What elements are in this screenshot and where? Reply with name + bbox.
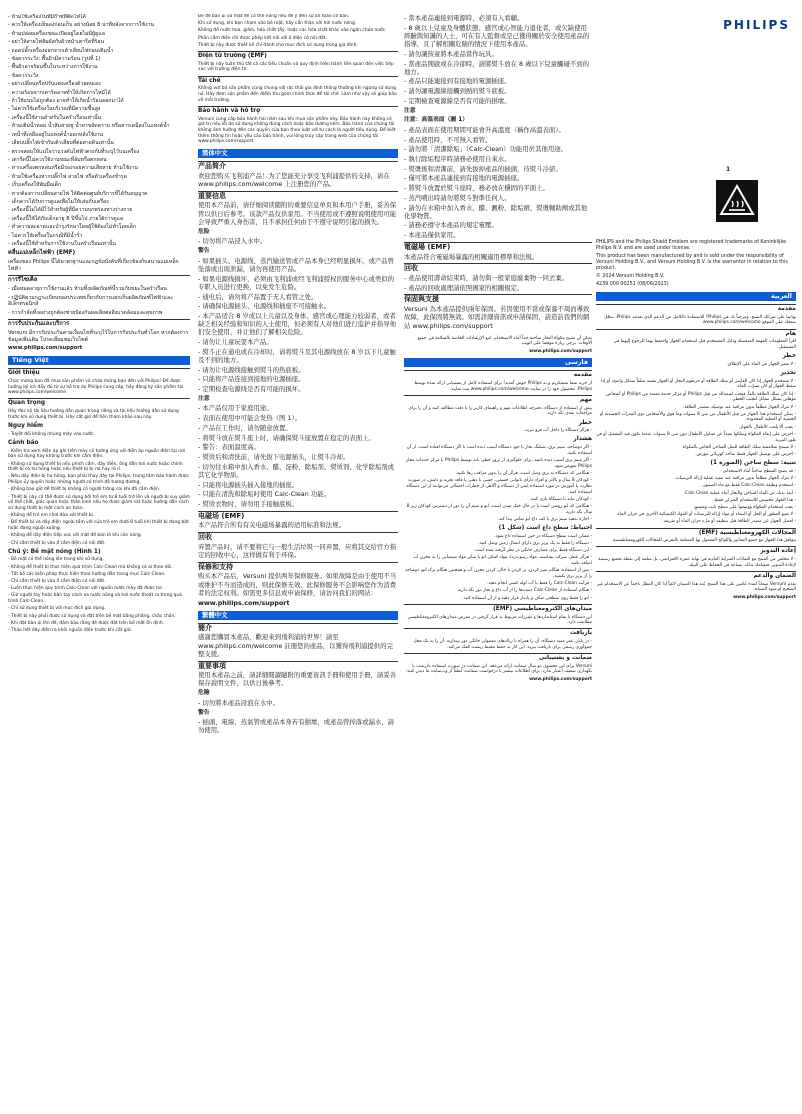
language-band-farsi: فارسی — [404, 358, 592, 367]
list-item: - Bề mặt có thể nóng lên trong khi sử dụng. — [8, 557, 104, 563]
thai-recycling-list — [8, 286, 190, 317]
list-item: - ถอดปลั๊กเครื่องออกจากเต้าเสียบไฟก่อนเติมน้ำ — [8, 47, 114, 54]
list-item: - เก็บเครื่องให้พ้นมือเด็ก — [8, 182, 62, 189]
zh-recycle-heading: 回收 — [198, 532, 398, 541]
tw-caution-list — [404, 126, 592, 239]
list-item: - أبعد يديك عن الماء الساخن والبخار أثناء عملية Calc-Clean. — [683, 490, 796, 496]
list-item: - Chỉ cắm thiết bị vào ổ cắm điện có nối đất. — [8, 540, 106, 546]
language-band-traditional-chinese: 繁體中文 — [198, 611, 398, 620]
zh-emf-heading: 电磁场 (EMF) — [198, 511, 398, 520]
list-item: - 如果电源线损坏，必须由飞利浦或经飞利浦授权的服务中心或类似的专职人员进行更换，以免发生危险。 — [198, 274, 395, 291]
zh-caution-list — [198, 404, 398, 508]
list-item: - Không để trẻ em chơi đùa với thiết bị. — [8, 513, 95, 519]
list-item: - ممکن است سطح دستگاه در حین استفاده داغ شود. — [494, 533, 592, 539]
fa-danger-heading: خطر — [578, 419, 592, 426]
list-item: - لا تستخدم الجهاز إذا كان القابس أو سلك الطاقة أو خرطوم البخار أو الجهاز نفسه متلفاً بشكل واضح، أو إذا سقط الجهاز أو كان يسرّب الماء. — [601, 378, 796, 390]
list-item: - Không bao giờ để thiết bị không có người trông coi khi đã cắm điện. — [8, 487, 161, 493]
list-item: - เครื่องนี้ใช้ได้กับเด็กอายุ 8 ปีขึ้นไป ภายใต้การดูแล — [8, 215, 124, 222]
vn-caution-list — [8, 557, 190, 633]
list-item: - Nếu dây điện bị hư hỏng, bạn phải thay dây tại Philips, trung tâm bảo hành được Philips ủy quyền hoặc những người có trình độ tương đương. — [8, 474, 189, 486]
vn-warranty-heading: Bảo hành và hỗ trợ — [198, 106, 398, 115]
list-item: - เมื่อหมดอายุการใช้งานแล้ว ห้ามทิ้งผลิตภัณฑ์นี้รวมกับขยะในครัวเรือน — [8, 286, 167, 293]
thai-warranty-text: Versuni มีการรับประกันตามเงื่อนไขที่ระบุไว้ในการรับประกันทั่วโลก หากต้องการข้อมูลเพิ่มเติม โปรดเยี่ยมชมเว็บไซต์ — [8, 329, 189, 343]
list-item: - احرص على إبقاء المكواة وسلكها بعيداً عن متناول الأطفال دون سن 8 سنوات عندما تكون قيد التشغيل أو في طور التبريد. — [596, 431, 796, 443]
list-item: - Chỉ sử dụng thiết bị với mục đích gia dụng. — [8, 606, 106, 612]
column-thai-vietnamese — [8, 14, 190, 1106]
list-item: - اتو را فقط روی سطحی صاف و پایدار قرار دهید و از آن استفاده کنید. — [462, 595, 592, 601]
list-item: - هنگامی که دستگاه به برق وصل است، هرگز آن را بدون مراقب رها نکنید. — [455, 470, 592, 476]
list-item: - 熨斗正在通电或在冷却时，请将熨斗及其电源线放在 8 岁以下儿童触及不到的地方。 — [198, 347, 396, 364]
fa-recycle-heading: بازیافت — [404, 628, 592, 637]
list-item: 4239 000 00251 (08/06/2023) — [596, 281, 669, 287]
list-item: Bề đế bàn ủi và mặt để có thể nóng nếu để ý đến sự an toàn cơ bản. — [198, 14, 350, 19]
zh-important-heading: 重要信息 — [198, 191, 398, 200]
list-item: - 請勿在水箱中加入香水、醋、澱粉、除垢劑、熨燙輔助劑或其他化學物質。 — [404, 203, 588, 220]
arabic-section — [596, 304, 796, 600]
column-vietnamese-chinese — [198, 14, 398, 1106]
list-item: - Tháo hết dây điện ra khỏi nguồn điện trước khi cất giữ. — [8, 627, 132, 633]
list-item: - Để thiết bị và dây điện ngoài tầm với của trẻ em dưới 8 tuổi khi thiết bị đang bật hoặc đang nguội xuống. — [8, 520, 189, 532]
list-item: - 產品使用時，不可無人看管。 — [404, 135, 492, 144]
list-item: - 本产品仅用于家庭用途。 — [198, 404, 273, 413]
list-item: - هذا الجهاز مخصص للاستخدام المنزلي فقط. — [713, 497, 796, 503]
list-item: - 產品使用壽命結束時，請勿與一般家庭廢棄物一同丟棄。 — [404, 273, 569, 282]
vn-recycle-text: Không vứt bỏ sản phẩm cùng chung với rác thải gia đình thông thường khi ngừng sử dụng nó. Hãy đem sản phẩm đến điểm thu gom chính thức để tái chế. Làm như vậy sẽ giúp bảo vệ môi trường. — [198, 86, 397, 103]
list-item: - 請務必遵守本產品的規定電壓。 — [404, 221, 498, 230]
ar-important-text: اقرأ المعلومات المهمة المنفصلة ودليل المستخدم قبل استخدام الجهاز واحتفظ بهما للرجوع إليهما في المستقبل. — [613, 339, 796, 350]
list-item: - ห้ามใช้เครื่องหากปลั๊กไฟ สายไฟ หรือตัวเครื่องชำรุด — [8, 173, 127, 180]
fa-emf-heading: میدان‌های الکترومغناطیسی (EMF) — [404, 604, 592, 613]
list-item: - 當產品開啟或在冷卻時，請將熨斗放在 8 歲以下兒童觸碰不到的地方。 — [404, 59, 590, 76]
vn-intro-heading: Giới thiệu — [8, 368, 190, 377]
list-item: © 2024 Versuni Holding B.V. — [596, 274, 665, 280]
list-item: - کودکان نباید با دستگاه بازی کنند. — [529, 496, 592, 502]
list-item: - 定期检查电源线是否有可能的损坏。 — [198, 385, 305, 394]
zh-danger-heading: 危险 — [198, 228, 210, 235]
list-item: - 熨烫衣物时，请勿用手接触底板。 — [198, 499, 299, 508]
fa-recycle-text: - در پایان عمر مفید دستگاه، آن را همراه با زباله‌های معمولی خانگی دور نیندازید. آن را به یک محل جمع‌آوری رسمی برای بازیافت ببرید. این کار به حفظ محیط زیست کمک می‌کند. — [413, 639, 592, 650]
list-item: - 切勿往水箱中加入香水、醋、淀粉、除垢剂、熨烫剂、化学除垢剂或其它化学物质。 — [198, 462, 395, 479]
list-item: - อย่าให้สายไฟสัมผัสกับผิวหน้าเตารีดที่ร้อน — [8, 39, 105, 46]
tw-warning-heading: 警告 — [198, 709, 210, 716]
tw-recycle-heading: 回收 — [404, 263, 592, 272]
ar-caution-list — [596, 469, 796, 525]
list-item: - เครื่องนี้ไม่ได้มีไว้สำหรับผู้ที่มีความบกพร่องทางร่างกาย — [8, 207, 133, 214]
list-item: - قد يصبح السطح ساخناً أثناء الاستخدام. — [722, 468, 796, 474]
list-item: - เครื่องนี้ใช้สำหรับการใช้งานในครัวเรือนเท่านั้น — [8, 240, 116, 247]
list-item: - 熨烫后和清洗前，请先拔下电源插头，让熨斗冷却。 — [198, 452, 350, 461]
list-item: - 请勿让儿童玩耍本产品。 — [198, 338, 273, 347]
tw-warranty-heading: 保固與支援 — [404, 294, 592, 303]
tw-emf-heading: 電磁場 (EMF) — [404, 242, 592, 251]
list-item: - ห้ามปล่อยเครื่องขณะเปิดอยู่โดยไม่มีผู้ดูแล — [8, 30, 105, 37]
vn-continued-list — [198, 14, 398, 49]
list-item: - ทำความสะอาดและบำรุงรักษาโดยผู้ใช้ต้องไม่ทำโดยเด็ก — [8, 224, 137, 231]
header-area — [596, 14, 796, 72]
thai-recycling-heading: การรีไซเคิล — [8, 275, 190, 284]
fa-caution-list — [404, 534, 592, 602]
tw-caution-subheading: 注意：高溫表面（圖 1） — [404, 117, 469, 124]
list-item: - ความร้อนจากเตารีดอาจทำให้เกิดการไหม้ได้ — [8, 89, 111, 96]
zh-emf-text: 本产品符合所有有关电磁场暴露的适用标准和法规。 — [198, 521, 345, 530]
list-item: - 產品表面在使用期間可能會升高溫度（稱作高溫表面）。 — [404, 125, 565, 134]
list-item: - لا تترك الجهاز مطلقاً بدون مراقبة عند تنفيذ عملية إزالة الترسبات. — [674, 476, 796, 482]
list-item: - หากเครื่องตกหล่นหรือมีร่องรอยความเสียหาย ห้ามใช้งาน — [8, 165, 138, 172]
list-item: - อย่าเปลี่ยนหรือปรับแต่งเครื่องด้วยตนเอง — [8, 81, 101, 88]
ar-continued-link[interactable]: www.philips.com/support — [529, 348, 592, 354]
vn-caution-heading: Chú ý: Bề mặt nóng (Hình 1) — [8, 548, 101, 555]
thai-warranty-link[interactable]: www.philips.com/support — [8, 345, 83, 352]
list-item: - هنگامی که اتو روشن است یا در حال خنک شدن است، اتو و سیم آن را دور از دسترس کودکان زیر 8 سال نگه دارید. — [406, 503, 592, 515]
list-item: - 蒸汽噴出時請勿將熨斗對準任何人。 — [404, 193, 511, 202]
list-item: - ปฏิบัติตามกฎระเบียบของประเทศเกี่ยวกับการแยกเก็บผลิตภัณฑ์ไฟฟ้าและอิเล็กทรอนิกส์ — [8, 294, 173, 308]
column-traditional-chinese-farsi — [404, 14, 592, 1106]
list-item: - 产品在工作时，请勿随意放置。 — [198, 423, 292, 432]
figure-number: 1 — [726, 166, 731, 173]
tw-important-heading: 重要事項 — [198, 661, 398, 670]
list-item: - การกำจัดทิ้งอย่างถูกต้องช่วยป้องกันผลเสียต่อสิ่งแวดล้อมและสุขภาพ — [8, 309, 163, 316]
vn-warning-list — [8, 449, 190, 547]
ar-warning-heading: تحذير — [780, 370, 796, 377]
ar-danger-heading: خطر — [782, 353, 796, 360]
tw-danger-text: - 切勿將本產品浸泡在水中。 — [198, 698, 280, 707]
list-item: - 请确保电源插头、电源线和插座不可接触水。 — [198, 302, 331, 311]
ar-warranty-text: تقدم Versuni ضماناً لمدة عامين على هذا المنتج. يُعد هذا الضمان لاغياً إذا كان العطل ناجماً عن الاستخدام غير الصحيح أو سوء الصيانة. — [596, 581, 796, 593]
list-item: Khi sử dụng, khi bạn chạm vào bề mặt, hãy cẩn thận với hơi nước nóng. — [198, 21, 357, 27]
fa-warranty-heading: ضمانت و پشتیبانی — [404, 653, 592, 662]
list-item: - Không sử dụng thiết bị nếu phích cắm, dây điện, ống dẫn hơi nước hoặc chính thiết bị có hư hỏng hoặc nếu thiết bị bị rơi hay rò rỉ. — [8, 461, 183, 473]
list-item: PHILIPS and the Philips Shield Emblem are registered trademarks of Koninklijke Philips N.V. and are used under license. — [596, 240, 787, 252]
list-item: - เทน้ำที่เหลืออยู่ในแทงค์น้ำออกหลังใช้งาน — [8, 131, 104, 138]
ar-important-heading: هام — [596, 329, 796, 338]
zh-warranty-heading: 保修和支持 — [198, 562, 398, 571]
ar-warning-list — [596, 379, 796, 458]
list-item: - ควรให้เครื่องเย็นลงก่อนเก็บ อย่างน้อย 8 นาทีหลังจากการใช้งาน — [8, 22, 154, 29]
list-item: - 熨燙後和清潔前，請先拔掉產品的插頭，待熨斗冷卻。 — [404, 164, 562, 173]
list-item: - ตรวจสอบให้แน่ใจว่าแรงดันไฟฟ้าตรงกับที่ระบุไว้บนเครื่อง — [8, 148, 140, 155]
list-item: - Chỉ cắm thiết bị vào ổ cắm điện có nối đất. — [8, 579, 106, 585]
list-item: - إذا كان سلك الطاقة تالفاً، فيجب استبداله من قِبل Philips أو مركز خدمة معتمد من Philips أو أشخاص مؤهلين بشكل مماثل لتجنب الخطر. — [606, 391, 796, 403]
list-item: This product has been manufactured by and is sold under the responsibility of Versuni Holding B.V., and Versuni Holding B.V. is the warrantor in relation to this product. — [596, 253, 788, 272]
thai-emf-heading: คลื่นแม่เหล็กไฟฟ้า (EMF) — [8, 250, 76, 257]
zh-danger-text: - 切勿将产品浸入水中。 — [198, 237, 267, 246]
list-item: - ถ้าใช้แบบไม่ถูกต้อง อาจทำให้เกิดน้ำร้อนออกมาได้ — [8, 98, 124, 105]
list-item: - 警告：表面温度高。 — [198, 443, 260, 452]
list-item: - Thiết bị này có thể được sử dụng bởi trẻ em từ 8 tuổi trở lên và người bị suy giảm về thể chất, giác quan hoặc thần kinh nếu họ được giám sát hoặc hướng dẫn cách sử dụng thiết bị một cách an toàn. — [8, 494, 190, 511]
tw-warning-text: - 插頭、電線、蒸氣管或產品本身若有損壞，或產品曾掉落或漏水，請勿使用。 — [198, 718, 395, 735]
list-item: - Không để dây điện tiếp xúc với mặt đế bàn là khi còn nóng. — [8, 533, 143, 539]
figure-1 — [596, 80, 796, 230]
list-item: - احرص على توصيل الجهاز فقط بمأخذ كهربائي مؤرض. — [695, 451, 796, 457]
ar-emf-text: يتوافق هذا الجهاز مع جميع المعايير واللوائح المعمول بها المتعلقة بالتعرض للمجالات الكهرومغناطيسية. — [611, 538, 796, 544]
tw-intro-heading: 簡介 — [198, 623, 398, 632]
hot-surface-warning-icon — [716, 180, 758, 222]
fa-important-heading: مهم — [404, 395, 592, 404]
list-item: Phần cắm điện chỉ được phép kết nối với ổ điện có nối đất. — [198, 35, 327, 41]
zh-important-text: 使用本产品前，请仔细阅读随附的重要信息单页和本用户手册，妥善保管以供日后参考。该款产品仅供家用。不当使用或不遵照说明使用可能会导致严重人身伤害，且不承担任何由于不遵守说明引起的损失。 — [198, 201, 397, 226]
list-item: - เสียบปลั๊กไฟเข้ากับเต้าเสียบที่ต่อสายดินเท่านั้น — [8, 140, 114, 147]
fa-intro-heading: مقدمه — [404, 370, 592, 379]
list-item: - 將熨斗放置於熨斗座時，務必放在穩固的平面上。 — [404, 184, 549, 193]
list-item: - اگر دوشاخه، سیم برق، شیلنگ بخار یا خود دستگاه آسیب دیده است یا اگر دستگاه افتاده است، از آن استفاده نکنید. — [406, 445, 592, 456]
list-item: - لا تضع العطور أو الخل أو النشاء أو مواد إزالة الترسبات أو المواد الكيميائية الأخرى في خزان الماء. — [616, 512, 796, 518]
tw-danger-heading: 危險 — [198, 690, 210, 697]
list-item: - لا تترك الجهاز مطلقاً بدون مراقبة عند توصيله بمصدر الطاقة. — [682, 404, 796, 410]
tw-warranty-text: Versuni 為本產品提供兩年保固。若因使用不當或保養不周而導致故障，此保固將無效。如需詳細資訊或申請保固，請造訪我們的網站 www.philips.com/support — [404, 305, 590, 330]
list-item: - เด็กควรได้รับการดูแลเพื่อไม่ให้เล่นกับเครื่อง — [8, 198, 109, 205]
list-item: Không đổ nước hoa, giấm, hóa chất tẩy, hoặc các hóa chất khác vào ngăn chứa nước. — [198, 28, 387, 34]
list-item: - افصل الجهاز عن مصدر الطاقة قبل تنظيفه أو ملء خزان الماء أو تفريغه. — [662, 519, 796, 525]
list-item: - يجب ألا يلعب الأطفال بالجهاز. — [738, 424, 796, 430]
list-item: - فرآیند Calc-Clean را فقط با آب لوله کشی انجام دهید. — [487, 581, 592, 587]
list-item: - พื้นผิวอาจร้อนขึ้นในระหว่างการใช้งาน — [8, 64, 98, 71]
fa-caution-heading: احتیاط: سطح داغ است (شکل 1) — [498, 525, 592, 532]
tw-warning-list — [404, 14, 592, 105]
list-item: - ห้ามใช้เครื่องในที่มีก๊าซที่ติดไฟได้ — [8, 14, 86, 20]
ar-warranty-link[interactable]: www.philips.com/support — [733, 594, 796, 600]
ar-intro-heading: مقدمة — [596, 304, 796, 313]
zh-intro-heading: 产品简介 — [198, 161, 398, 170]
thai-emf-text: เครื่องของ Philips นี้ได้มาตรฐานและกฎข้อบังคับที่เกี่ยวข้องกับสนามแม่เหล็กไฟฟ้า — [8, 259, 179, 272]
vn-intro-text: Chúc mừng bạn đã mua sản phẩm và chào mừng bạn đến với Philips! Để được hưởng lợi ích đầy đủ từ sự hỗ trợ do Philips cung cấp, hãy đăng ký sản phẩm tại www.philips.com/welcome. — [8, 378, 184, 396]
language-band-arabic: العربية — [596, 292, 796, 301]
fa-intro-text: از خرید شما متشکریم و به Philips خوش آمدید! برای استفاده کامل از پشتیبانی ارائه شده توسط Philips، محصول خود را در سایت www.philips.com/welcome ثبت نمایید. — [414, 381, 592, 392]
list-item: - 8 歲以上兒童及身體狀態、感官或心智能力退化者，或欠缺使用經驗與知識的人士，可在有人監督或是已獲得關於安全使用產品的指導，且了解相關危險的情況下使用本產品。 — [404, 23, 590, 49]
tw-recycle-list — [404, 274, 592, 292]
list-item: - 請勿讓電源線接觸到熱的熨斗底板。 — [404, 87, 511, 96]
fa-warranty-text: Versuni برای این محصول دو سال ضمانت ارائه می‌دهد. این ضمانت در صورت استفاده نادرست یا نگهداری ضعیف اعتبار ندارد. برای اطلاعات بیشتر یا درخواست ضمانت، لطفاً از وب‌سایت ما دیدن کنید: — [405, 663, 592, 675]
ar-caution-heading: تنبيه: سطح ساخن (الصورة 1) — [710, 460, 796, 467]
list-item: - 表面在使用中可能会发热（图 1）。 — [198, 414, 302, 423]
list-item: - این دستگاه فقط برای مصارف خانگی در نظر گرفته شده است. — [473, 548, 592, 554]
list-item: - เครื่องนี้ใช้งานสำหรับในครัวเรือนเท่านั้น — [8, 114, 102, 121]
list-item: - ไม่ควรใช้เครื่องในบริเวณที่มีความชื้นสูง — [8, 106, 101, 113]
list-item: - 如果插头、电源线、蒸汽输送管或产品本身已经明显损坏，或产品曾坠落或出现泄漏，请勿再使用产品。 — [198, 256, 395, 273]
list-item: Thiết bị này được thiết kế chỉ dành cho mục đích sử dụng trong gia đình. — [198, 42, 358, 48]
language-band-simplified-chinese: 简体中文 — [198, 149, 398, 158]
fa-danger-text: - هرگز دستگاه را داخل آب فرو نبرید. — [523, 428, 592, 434]
vn-danger-heading: Nguy hiểm — [8, 423, 44, 430]
list-item: - ไม่ควรใช้เครื่องในกรณีที่มีน้ำรั่ว — [8, 232, 83, 239]
list-item: - ห้ามเติมน้ำหอม น้ำส้มสายชู น้ำยาขจัดคราบ หรือสารเคมีลงในแทงค์น้ำ — [8, 123, 170, 130]
vn-emf-heading: Điện từ trường (EMF) — [198, 51, 398, 60]
zh-recycle-text: 弃置产品时，请不要将它与一般生活垃圾一同弃置，应将其交给官方指定的回收中心，这样做有利于环保。 — [198, 542, 397, 559]
ar-continued-text: يمكن أن تصبح مكواة البخار ساخنة جداً أثناء الاستخدام. اتبع الإرشادات الخاصة بالسلامة في جميع الأوقات. يرجى زيارة موقعنا على الويب — [417, 335, 592, 347]
language-band-vietnamese: Tiếng Việt — [8, 356, 190, 365]
list-item: - 本產品僅供家用。 — [404, 231, 460, 240]
zh-caution-heading: 注意 — [198, 395, 210, 402]
list-item: - اجازه ندهید سیم برق با کف داغ اتو تماس پیدا کند. — [497, 516, 592, 522]
vn-important-text: Hãy đọc kỹ tài liệu hướng dẫn quan trọng riêng và tài liệu hướng dẫn sử dụng trước khi sử dụng thiết bị. Hãy cất giữ để tiện tham khảo sau này. — [8, 409, 179, 420]
list-item: - เตารีดนี้ไม่ควรใช้งานขณะที่ล้มหรือตกหล่น — [8, 156, 107, 163]
thai-safety-list — [8, 14, 190, 248]
list-item: - Khi đặt bàn ủi lên đế, đảm bảo rằng đế được đặt trên bề mặt ổn định. — [8, 620, 165, 626]
zh-warranty-link[interactable]: www.philips.com/support — [198, 598, 290, 607]
list-item: - 當本產品連接到電源時，必須有人看顧。 — [404, 14, 524, 22]
list-item: - پس از استفاده، هنگام تمیز کردن، پر کردن یا خالی کردن مخزن آب و همچنین هنگام ترک اتو، دوشاخه را از پریز برق بکشید. — [404, 568, 592, 579]
vn-recycle-heading: Tái chế — [198, 76, 398, 85]
list-item: - 只能将产品连接到接地的电源插座。 — [198, 375, 305, 384]
fa-warning-heading: هشدار — [573, 436, 592, 443]
list-item: - اگر سیم برق آسیب دیده باشد، برای جلوگیری از بروز خطر، باید توسط Philips یا مرکز خدمات مجاز Philips تعویض شود. — [405, 458, 592, 469]
legal-notice — [596, 240, 796, 288]
list-item: - 将熨斗放在熨斗座上时，请确保熨斗座放置在稳定的表面上。 — [198, 433, 375, 442]
vn-danger-text: - Tuyệt đối không nhúng máy vào nước. — [8, 431, 95, 437]
vn-emf-text: Thiết bị này tuân thủ tất cả các tiêu chuẩn và quy định hiện hành liên quan đến việc tiếp xúc với trường điện từ. — [198, 61, 394, 73]
list-item: - หากต้องการเปลี่ยนสายไฟ ให้ติดต่อศูนย์บริการที่ได้รับอนุญาต — [8, 190, 148, 197]
vn-warranty-text: Versuni cung cấp bảo hành hai năm sau khi mua sản phẩm này. Bảo hành này không có giá trị nếu lỗi do sử dụng không đúng cách hoặc bảo dưỡng kém. Bảo hành của chúng tôi không ảnh hưởng đến các quyền của bạn theo luật với tư cách là người tiêu dùng. Để biết thêm thông tin hoặc yêu cầu bảo hành, vui lòng truy cập trang web của chúng tôi www.philips.com/support — [198, 116, 396, 145]
list-item: - Giữ người tay hoặc bàn tay cách xa nước nóng và hơi nước thoát ra trong quá trình Calc-Clean. — [8, 593, 182, 605]
list-item: - Luôn thực hiện quy trình Calc-Clean với nguồn nước máy đã được lọc. — [8, 586, 164, 592]
list-item: - استخدم وظيفة Calc-Clean فقط مع ماء الصنبور. — [701, 483, 796, 489]
fa-warranty-link[interactable]: www.philips.com/support — [529, 676, 592, 682]
list-item: - ข้อควรระวัง: พื้นผิวมีความร้อน (รูปที่ 1) — [8, 56, 101, 63]
arabic-continued-block — [404, 336, 592, 355]
column-logo-arabic — [596, 14, 796, 1106]
list-item: - لا تسمح بملامسة سلك الطاقة للنعل الساخن الخاص بالمكواة. — [681, 444, 796, 450]
list-item: - 請勿將「清潔除垢」（Calc-Clean）功能用於其他用途。 — [404, 145, 568, 154]
zh-warning-list — [198, 257, 398, 394]
fa-important-text: پیش از استفاده از دستگاه، دفترچه اطلاعات مهم و راهنمای کاربر را با دقت مطالعه کنید و آن را برای مراجعات بعدی نگه دارید. — [408, 405, 592, 417]
ar-emf-heading: المجالات الكهرومغناطيسية (EMF) — [596, 528, 796, 537]
ar-danger-text: - لا تغمر الجهاز في الماء على الإطلاق. — [726, 361, 796, 367]
tw-intro-text: 感謝您購買本產品，歡迎來到飛利浦的世界！請至 www.philips.com/welcome 註冊您的產品，以獲得飛利浦提供的完整支援。 — [198, 633, 393, 658]
list-item: - 请勿让电源线接触到熨斗的热底板。 — [198, 365, 305, 374]
list-item: - 只能将电源插头插入接地的插座。 — [198, 480, 299, 489]
vn-important-heading: Quan trọng — [8, 398, 190, 407]
tw-caution-heading: 注意 — [404, 107, 416, 114]
ar-intro-text: تهانينا على شرائك المنتج، ومرحباً بك في Philips! للاستفادة بالكامل من الدعم الذي تقدمه Philips، سجّل منتجك على الموقع www.philips.com/welcome. — [604, 314, 796, 326]
philips-logo: PHILIPS — [723, 18, 790, 32]
ar-recycle-text: - لا تتخلص من المنتج مع النفايات المنزلية العادية في نهاية عمره الافتراضي، بل سلمه إلى نقطة تجميع رسمية لإعادة التدوير. فبقيامك بذلك، تساعد في الحفاظ على البيئة. — [598, 557, 796, 568]
list-item: - Thiết bị này phải được sử dụng và đặt trên bề mặt bằng phẳng, chắc chắn. — [8, 613, 176, 619]
list-item: - Kiểm tra xem điện áp ghi trên máy có tương ứng với điện áp nguồn điện tại nơi bạn sử dụng hay không trước khi cắm điện. — [8, 448, 185, 460]
list-item: - 定期檢查電源線是否有可能的損壞。 — [404, 96, 511, 105]
list-item: - 產品只能連接到有接地的電源插座。 — [404, 77, 511, 86]
fa-emf-text: این دستگاه با تمام استانداردها و مقررات مربوط به قرار گرفتن در معرض میدان‌های الکترومغناطیسی مطابقت دارد. — [407, 614, 592, 626]
list-item: - هنگام استفاده از Calc-Clean دست‌ها را از آب داغ و بخار دور نگه دارید. — [456, 588, 592, 594]
zh-warning-heading: 警告 — [198, 247, 210, 254]
tw-important-text: 使用本產品之前，請詳細閱讀隨附的重要資訊手冊和使用手冊，請妥善保存說明文件，以供日後參考。 — [198, 671, 397, 688]
list-item: - 請勿讓孩童將本產品當作玩具。 — [404, 49, 498, 58]
zh-intro-text: 欢迎您购买飞利浦产品！为了您能充分享受飞利浦提供的支持，请在 www.philips.com/welcome 上注册您的产品。 — [198, 171, 390, 189]
ar-warranty-heading: الضمان والدعم — [596, 571, 796, 580]
list-item: - يجب استخدام المكواة ووضعها على سطح ثابت ومستوٍ. — [693, 504, 796, 510]
list-item: - کودکان 8 سال و بالاتر و افراد دارای ناتوانی جسمی، حسی یا ذهنی یا فاقد تجربه و دانش، در صورت نظارت یا آموزش در مورد استفاده ایمن از دستگاه و آگاهی از خطرات احتمالی می‌توانند از این دستگاه استفاده کنند. — [406, 478, 592, 495]
zh-warranty-text: 购买本产品后，Versuni 提供两年保修服务。如果故障是由于使用不当或维护不当而造成的，则此保修无效。此保修服务不会影响您作为消费者的法定权利。如需更多信息或申请保修，请访问我们的网站： — [198, 572, 397, 597]
list-item: - هرگز عطر، سرکه، نشاسته، مواد رسوب‌زدا، مواد کمکی اتو یا سایر مواد شیمیایی را به مخزن آب اضافه نکنید. — [413, 555, 592, 567]
fa-warning-list — [404, 445, 592, 522]
list-item: - Tắt bỏ các biện pháp thực hiện theo hướng dẫn trong mục Calc-Clean. — [8, 571, 166, 577]
list-item: - 通电后，请勿将产品置于无人看管之处。 — [198, 292, 318, 301]
list-item: - 只能在清洗和除垢时使用 Calc-Clean 功能。 — [198, 490, 330, 499]
list-item: - 執行除垢程序時請務必使用自來水。 — [404, 155, 511, 164]
list-item: - ข้อควรระวัง — [8, 72, 39, 79]
farsi-section — [404, 370, 592, 682]
ar-recycle-heading: إعادة التدوير — [596, 546, 796, 555]
vn-warning-heading: Cảnh báo — [8, 439, 39, 446]
list-item: - 僅可將本產品連接到有接地的電源插座。 — [404, 174, 524, 183]
list-item: - 本产品适合 8 岁或以上儿童以及身体、感官或心理能力较弱者，或者缺乏相关经验和知识的人士使用，但必须有人对他们进行监护并指导他们安全使用，并让他们了解相关危险。 — [198, 311, 397, 337]
tw-emf-text: 本產品符合電磁場暴露的相關適用標準和法規。 — [404, 252, 539, 261]
list-item: - يمكن استخدام هذا الجهاز من قِبل الأطفال من سن 8 سنوات وما فوق والأشخاص ذوي القدرات الجسدية أو الحسية أو العقلية المحدودة. — [600, 411, 796, 423]
thai-warranty-heading: การรับประกันและบริการ — [8, 319, 190, 328]
list-item: - Không để thiết bị thực hiện quá trình Calc-Clean mà không có ai theo dõi. — [8, 564, 173, 570]
list-item: - دستگاه را فقط به یک پریز برق دارای اتصال زمین وصل کنید. — [478, 540, 592, 546]
list-item: - 產品的回收處理請依照國家的相關規定。 — [404, 283, 524, 292]
